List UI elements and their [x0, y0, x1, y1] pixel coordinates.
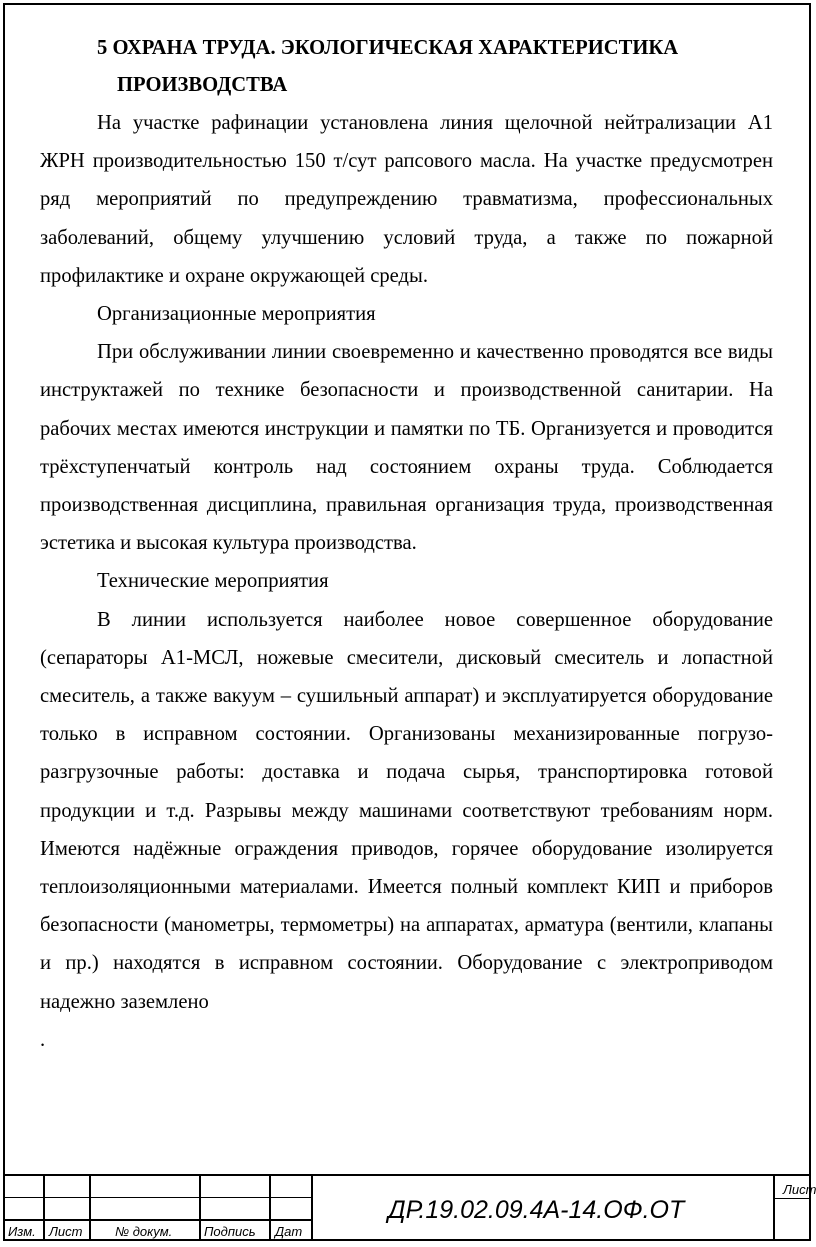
col-izm-label: Изм. [8, 1224, 36, 1239]
trailing-dot: . [40, 1028, 46, 1051]
document-body [40, 30, 773, 1059]
technical-measures-title: Технические мероприятия [97, 570, 329, 593]
col-list-label: Лист [49, 1224, 83, 1239]
organizational-measures-title: Организационные мероприятия [97, 303, 376, 326]
stamp-row-line [773, 1198, 811, 1199]
col-sign-label: Подпись [204, 1224, 256, 1239]
document-code: ДР.19.02.09.4А-14.ОФ.ОТ [388, 1196, 685, 1224]
col-doc-label: № докум. [115, 1224, 173, 1239]
stamp-row-line [3, 1197, 311, 1198]
stamp-divider [773, 1176, 775, 1241]
stamp-divider [311, 1176, 313, 1241]
section-heading [40, 30, 773, 104]
organizational-measures-paragraph: При обслуживании линии своевременно и качественно проводятся все виды инструктажей по технике безопасности и производственной санитарии. На рабочих местах имеются инструкции и памятки по ТБ. Организуется и проводится трёхступенчатый контроль над состоянием охраны труда. Соблюдается производственная дисциплина, правильная организация труда, производственная эстетика и высокая культура производства. [40, 341, 773, 555]
heading-line-1: 5 ОХРАНА ТРУДА. ЭКОЛОГИЧЕСКАЯ ХАРАКТЕРИСТИКА [97, 37, 679, 59]
col-date-label: Дат [275, 1224, 303, 1239]
stamp-divider [43, 1176, 45, 1241]
stamp-divider [199, 1176, 201, 1241]
technical-measures-paragraph: В линии используется наиболее новое совершенное оборудование (сепараторы А1-МСЛ, ножевые смесители, дисковый смеситель и лопастной смеситель, а также вакуум – сушильный аппарат) и эксплуатируется оборудование только в исправном состоянии. Организованы механизированные погрузо-разгрузочные работы: доставка и подача сырья, транспортировка готовой продукции и т.д. Разрывы между машинами соответствуют требованиям норм. Имеются надёжные ограждения приводов, горячее оборудование изолируется теплоизоляционными материалами. Имеется полный комплект КИП и приборов безопасности (манометры, термометры) на аппаратах, арматура (вентили, клапаны и пр.) находятся в исправном состоянии. Оборудование с электроприводом надежно заземлено [40, 608, 773, 1013]
sheet-label: Лист [783, 1182, 816, 1197]
stamp-divider [89, 1176, 91, 1241]
heading-line-2: ПРОИЗВОДСТВА [117, 74, 288, 96]
stamp-divider [269, 1176, 271, 1241]
stamp-row-line [3, 1219, 311, 1221]
intro-paragraph: На участке рафинации установлена линия щелочной нейтрализации А1 ЖРН производительностью 150 т/сут рапсового масла. На участке предусмотрен ряд мероприятий по предупреждению травматизма, профессиональных заболеваний, общему улучшению условий труда, а также по пожарной профилактике и охране окружающей среды. [40, 112, 773, 287]
title-block [3, 1174, 816, 1241]
